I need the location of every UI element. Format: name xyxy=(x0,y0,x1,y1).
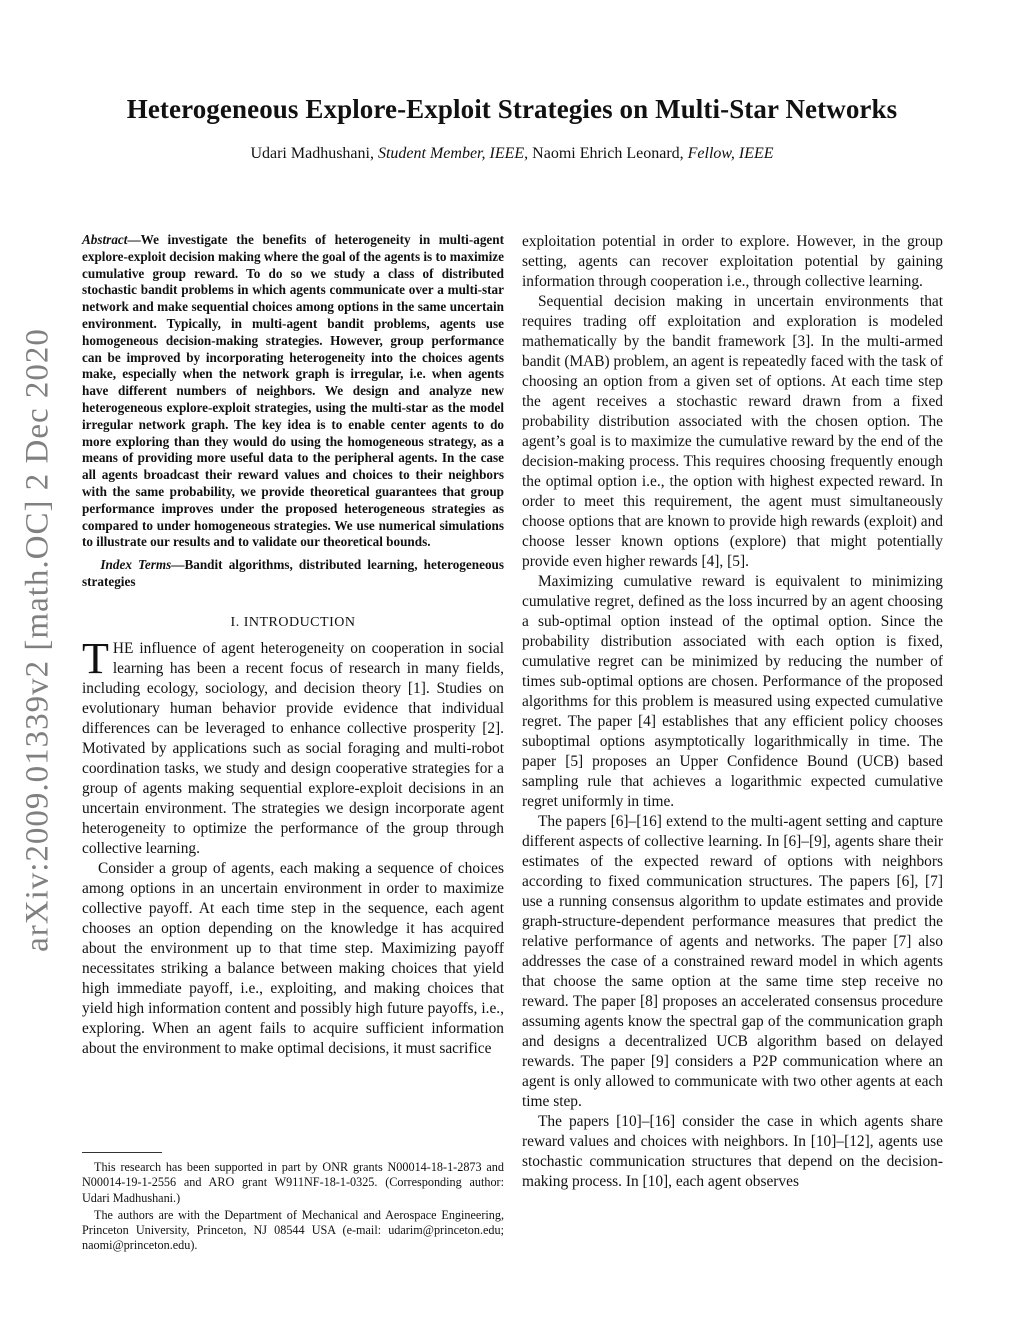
author-name: Udari Madhushani, xyxy=(250,145,374,162)
footnote-funding: This research has been supported in part by ONR grants N00014-18-1-2873 and N00014-19-1-2556 and ARO grant W911NF-18-1-0325. (Corresponding author: Udari Madhushani.) xyxy=(82,1160,504,1205)
dropcap-letter: T xyxy=(82,633,109,683)
body-paragraph: Sequential decision making in uncertain environments that requires trading off exploitation and exploration is modeled mathematically by the bandit framework [3]. In the multi-armed bandit (MAB) problem, an agent is repeatedly faced with the task of choosing an option from a given set of options. At each time step the agent receives a stochastic reward drawn from a fixed probability distribution associated with the chosen option. The agent’s goal is to maximize the cumulative reward by the end of the decision-making process. This requires choosing frequently enough the optimal option i.e., the option with highest expected reward. In order to meet this requirement, the agent must simultaneously choose options that are known to provide high rewards (exploit) and choose lesser known options (explore) that might potentially provide even higher rewards [4], [5]. xyxy=(522,293,943,570)
author-name: , Naomi Ehrich Leonard, xyxy=(524,145,684,162)
index-terms-label: Index Terms xyxy=(100,557,172,573)
abstract-text: —We investigate the benefits of heterogeneity in multi-agent explore-exploit decision making where the goal of the agents is to maximize cumulative group reward. To do so we study a class of distributed stochastic bandit problems in which agents communicate over a multi-star network and make sequential choices among options in the same uncertain environment. Typically, in multi-agent bandit problems, agents use homogeneous decision-making strategies. However, group performance can be improved by incorporating heterogeneity into the choices agents make, especially when the network graph is irregular, i.e. when agents have different numbers of neighbors. We design and analyze new heterogeneous explore-exploit strategies, using the multi-star as the model irregular network graph. The key idea is to enable center agents to do more exploring than they would do using the homogeneous strategy, as a means of providing more useful data to the peripheral agents. In the case all agents broadcast their reward values and choices to their neighbors with the same probability, we provide theoretical guarantees that group performance improves under the proposed heterogeneous strategies as compared to under homogeneous strategies. We use numerical simulations to illustrate our results and to validate our theoretical bounds. xyxy=(82,232,504,550)
body-paragraph: The papers [10]–[16] consider the case in which agents share reward values and choices with neighbors. In [10]–[12], agents use stochastic communication structures that depend on the decision-making process. In [10], each agent observes xyxy=(522,1113,943,1190)
section-heading: I. INTRODUCTION xyxy=(230,614,356,630)
intro-text: HE influence of agent heterogeneity on cooperation in social learning has been a recent focus of research in many fields, including ecology, sociology, and decision theory [1]. Studies on evolutionary human behavior provide evidence that individual differences can be leveraged to enhance collective prosperity [2]. Motivated by applications such as social foraging and multi-robot coordination tasks, we study and design cooperative strategies for a group of agents making sequential explore-exploit decisions in an uncertain environment. The strategies we design incorporate agent heterogeneity to optimize the performance of the group through collective learning. xyxy=(82,639,504,857)
index-terms xyxy=(82,557,504,591)
intro-paragraph xyxy=(82,633,504,859)
abstract-label: Abstract xyxy=(82,232,128,247)
right-column xyxy=(522,232,943,1192)
footnote-divider xyxy=(82,1152,162,1153)
abstract xyxy=(82,232,504,551)
paper-title: Heterogeneous Explore-Exploit Strategies on Multi-Star Networks xyxy=(126,94,898,124)
author-role: Student Member, IEEE xyxy=(377,145,525,162)
body-paragraph: exploitation potential in order to explore. However, in the group setting, agents can recover exploitation potential by gaining information through cooperation i.e., through collective learning. xyxy=(522,233,943,290)
intro-paragraph: Consider a group of agents, each making a sequence of choices among options in an uncertain environment in order to maximize collective payoff. At each time step in the sequence, each agent chooses an option depending on the knowledge it has acquired about the environment up to that time step. Maximizing payoff necessitates striking a balance between making choices that yield high immediate payoff, i.e., exploiting, and making choices that yield high information content and possibly high future payoffs, i.e., exploring. When an agent fails to acquire sufficient information about the environment to make optimal decisions, it must sacrifice xyxy=(82,859,504,1057)
body-paragraph: Maximizing cumulative reward is equivalent to minimizing cumulative regret, defined as the loss incurred by an agent choosing a sub-optimal option instead of the optimal option. Since the probability distribution associated with each option is fixed, cumulative regret can be minimized by reducing the number of times sub-optimal options are chosen. Performance of the proposed algorithms for this problem is measured using expected cumulative regret. The paper [4] establishes that any efficient policy chooses suboptimal options asymptotically logarithmically in time. The paper [5] proposes an Upper Confidence Bound (UCB) based sampling rule that achieves a logarithmic expected cumulative regret uniformly in time. xyxy=(522,573,943,810)
author-role: Fellow, IEEE xyxy=(687,145,774,162)
arxiv-sidebar xyxy=(8,320,68,960)
footnotes xyxy=(82,1160,504,1256)
author-line xyxy=(0,145,1024,163)
left-column xyxy=(82,232,504,1059)
footnote-affiliation: The authors are with the Department of Mechanical and Aerospace Engineering, Princeton University, Princeton, NJ 08544 USA (e-mail: udarim@princeton.edu; naomi@princeton.edu). xyxy=(82,1207,504,1253)
body-paragraph: The papers [6]–[16] extend to the multi-agent setting and capture different aspects of collective learning. In [6]–[9], agents share their estimates of the expected reward of options with neighbors according to fixed communication structures. The papers [6], [7] use a running consensus algorithm to update estimates and provide graph-structure-dependent performance measures that predict the relative performance of agents and networks. The paper [7] also addresses the case of a constrained reward model in which agents that choose the same option at the same time step receive no reward. The paper [8] proposes an accelerated consensus procedure assuming agents know the spectral gap of the communication graph and designs a decentralized UCB algorithm based on delayed rewards. The paper [9] considers a P2P communication where an agent is only allowed to communicate with two other agents at each time step. xyxy=(522,813,943,1110)
index-terms-text: —Bandit algorithms, distributed learning, heterogeneous strategies xyxy=(82,557,505,589)
arxiv-identifier: arXiv:2009.01339v2 [math.OC] 2 Dec 2020 xyxy=(19,328,56,952)
